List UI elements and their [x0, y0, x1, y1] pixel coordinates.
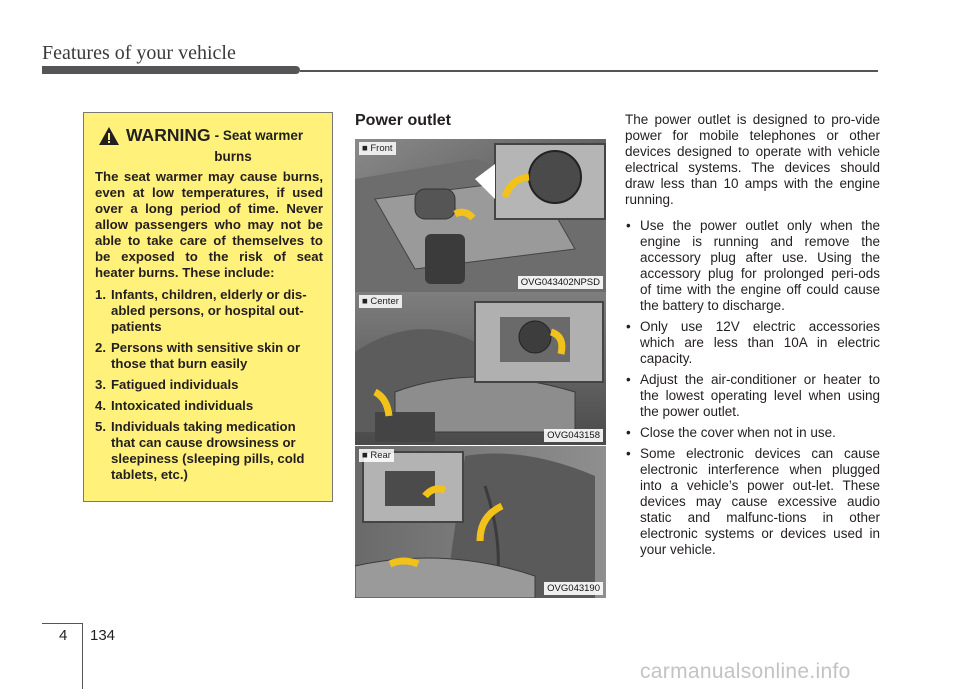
warning-list-item: 2. Persons with sensitive skin or those that burn easily	[95, 340, 301, 371]
figure-label: ■ Center	[359, 295, 402, 308]
figure-front-outlet	[355, 139, 606, 292]
warning-intro: The seat warmer may cause burns, even at low temperatures, if used over a long period of time. Never allow passengers who may not be able to take care of themselves to be exposed to the risk of seat heater burns. These include:	[95, 169, 323, 280]
intro-paragraph: The power outlet is designed to pro-vide power for mobile telephones or other devices designed to operate with vehicle electrical systems. The devices should draw less than 10 amps with the engine running.	[625, 112, 880, 207]
figure-center-outlet	[355, 292, 606, 445]
warning-triangle-icon	[98, 126, 120, 146]
bullet-item: • Close the cover when not in use.	[626, 425, 836, 440]
page-section-number: 4	[59, 627, 68, 644]
figure-code: OVG043402NPSD	[518, 276, 603, 289]
watermark: carmanualsonline.info	[640, 660, 851, 683]
warning-box	[83, 112, 333, 502]
warning-list-item: 5. Individuals taking medication that can cause drowsiness or sleepiness (sleeping pills, cold tablets, etc.)	[95, 419, 305, 482]
warning-subject-line2: burns	[214, 149, 252, 164]
page-header-title: Features of your vehicle	[42, 42, 236, 64]
rear-console-illustration	[355, 446, 606, 598]
warning-word: WARNING	[126, 125, 211, 145]
bullet-item: • Adjust the air-conditioner or heater to the lowest operating level when using the power outlet.	[626, 372, 880, 419]
body-text	[625, 112, 880, 563]
bullet-list	[625, 218, 880, 558]
front-console-illustration	[355, 139, 606, 292]
page-number: 134	[90, 627, 116, 644]
warning-heading	[95, 125, 323, 146]
section-title: Power outlet	[355, 112, 452, 129]
figure-rear-outlet	[355, 446, 606, 598]
figure-label: ■ Front	[359, 142, 396, 155]
bullet-item: • Use the power outlet only when the engine is running and remove the accessory plug after use. Using the accessory plug for prolonged peri-ods of time with the engine off could cause the battery to discharge.	[626, 218, 880, 313]
bullet-item: • Some electronic devices can cause electronic interference when plugged into a vehicle’s power out-let. These devices may cause excessive audio static and malfunc-tions in other electronic systems or devices used in your vehicle.	[626, 446, 880, 557]
figure-label: ■ Rear	[359, 449, 394, 462]
figure-code: OVG043158	[544, 429, 603, 442]
warning-list	[95, 287, 323, 483]
center-console-illustration	[355, 292, 606, 445]
warning-subject-line1: - Seat warmer	[214, 128, 304, 143]
footer-rule-vertical	[82, 623, 83, 689]
warning-list-item: 4. Intoxicated individuals	[95, 398, 254, 413]
footer-rule-horizontal	[42, 623, 82, 624]
warning-list-item: 3. Fatigued individuals	[95, 377, 239, 392]
header-rule-thick	[42, 66, 300, 74]
warning-list-item: 1. Infants, children, elderly or dis-abled persons, or hospital out-patients	[95, 287, 307, 334]
figure-code: OVG043190	[544, 582, 603, 595]
bullet-item: • Only use 12V electric accessories which are less than 10A in electric capacity.	[626, 319, 880, 366]
header-rule-thin	[300, 70, 878, 72]
